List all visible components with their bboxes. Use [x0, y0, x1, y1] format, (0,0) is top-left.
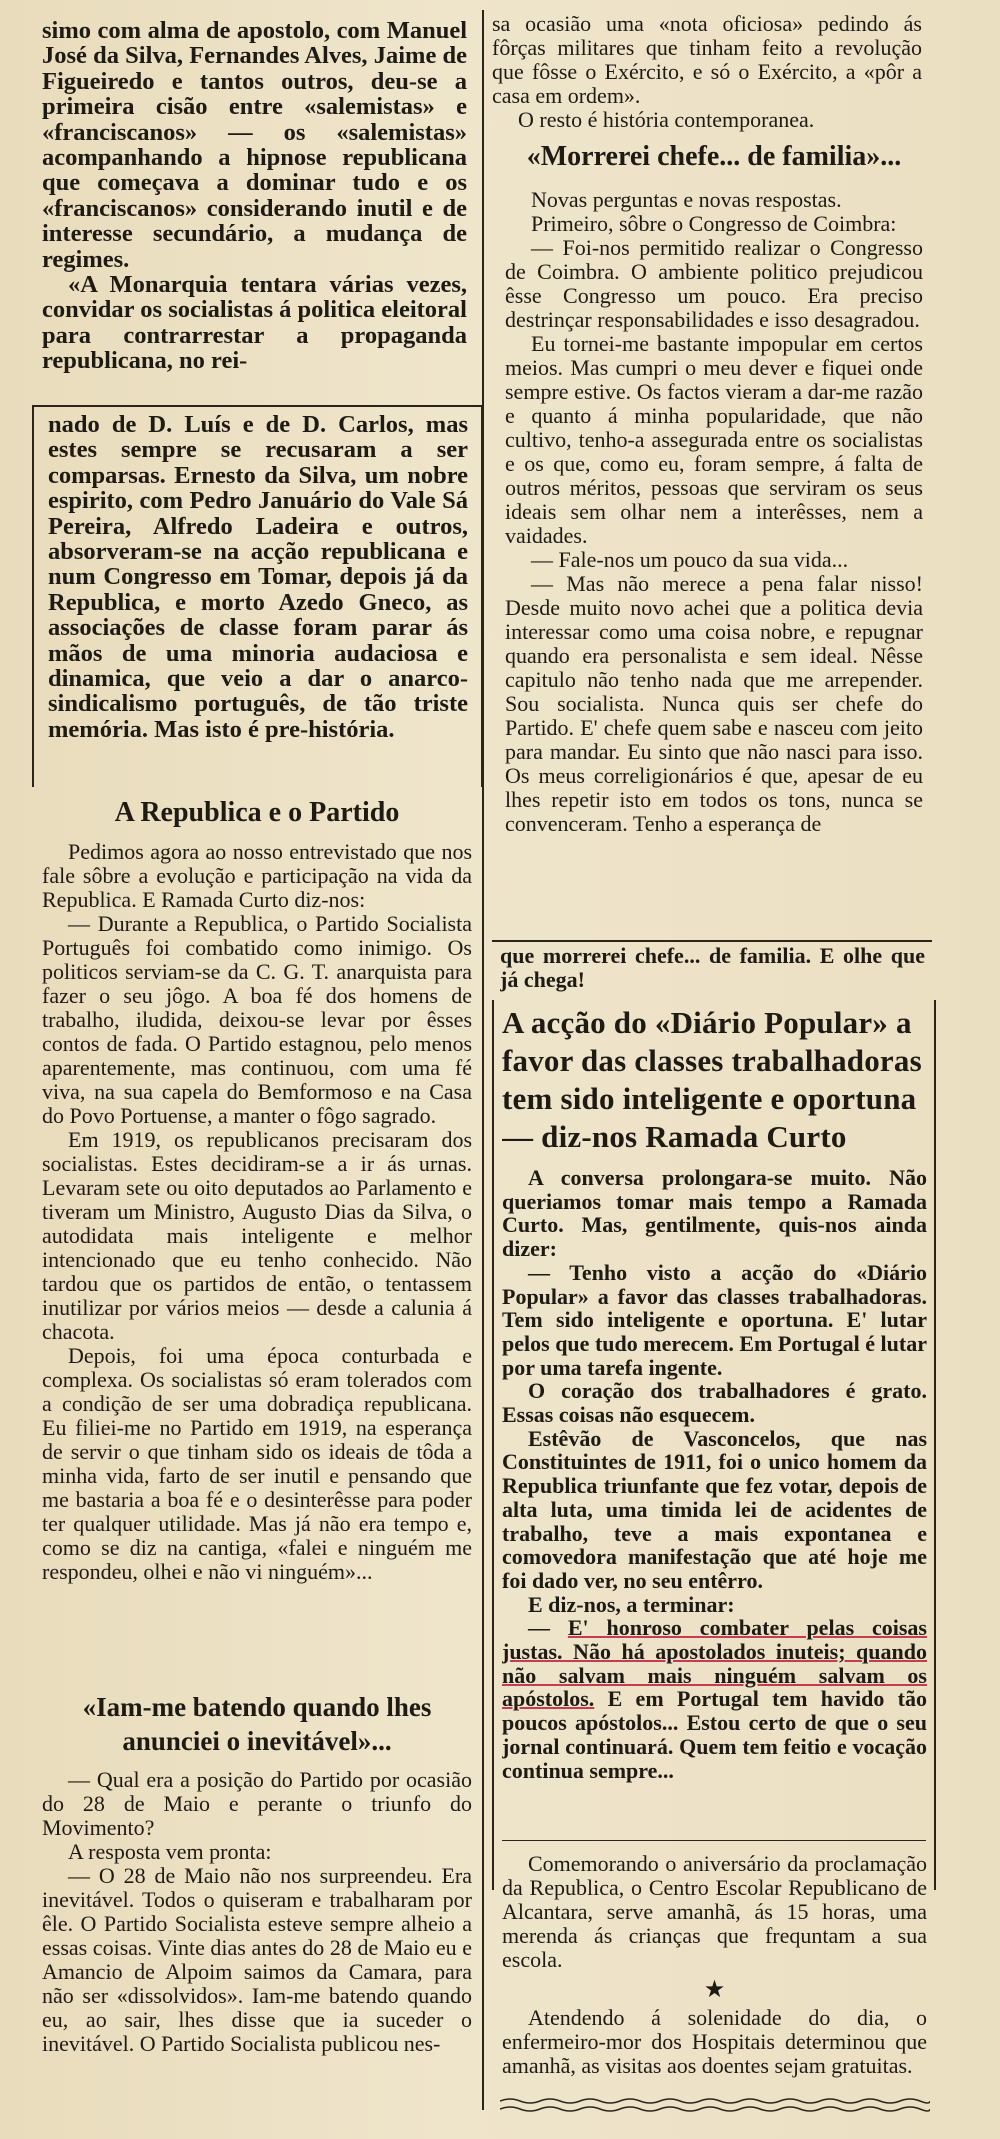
morrerei-para5: — Fale-nos um pouco da sua vida... [531, 547, 849, 572]
heading-morrerei-chefe: «Morrerei chefe... de familia»... [526, 141, 902, 172]
col2-top-para2: O resto é história contemporanea. [518, 107, 815, 132]
star-separator-icon: ★ [703, 1975, 726, 2003]
diario-quote-underlined: E' honroso combater pelas coisas justas. Não há apostolados inuteis; quando não salvam mais ninguém salvam os apóstolos. [502, 1615, 927, 1712]
diario-para6-dash: — [528, 1615, 568, 1641]
diario-para1: A conversa prolongara-se muito. Não queriamos tomar mais tempo a Ramada Curto. Mas, gentilmente, quis-nos ainda dizer: [502, 1165, 927, 1262]
col2-morrerei-end [500, 944, 925, 998]
col1-section-republica [42, 792, 472, 1672]
heading-iam-me-batendo: «Iam-me batendo quando lhes anunciei o inevitável»... [82, 1692, 432, 1756]
diario-para2: — Tenho visto a acção do «Diário Popular» a favor das classes trabalhadoras. Tem sido inteligente e oportuna. E' lutar pelos que tudo merecem. Em Portugal é lutar por uma tarefa ingente. [502, 1259, 927, 1380]
republica-para2: — Durante a Republica, o Partido Socialista Português foi combatido como inimigo. Os politicos serviam-se da C. G. T. anarquista para fazer o seu jôgo. A boa fé dos homens de trabalho, iludida, deixou-se levar por êsses contos de fada. O Partido estagnou, pelo menos aparentemente, mas continuou, com uma fé viva, na sua capela do Bemformoso e na Casa do Povo Portuense, a manter o fôgo sagrado. [42, 911, 472, 1128]
republica-para1: Pedimos agora ao nosso entrevistado que nos fale sôbre a evolução e participação na vida da Republica. E Ramada Curto diz-nos: [42, 839, 472, 912]
col1-top [42, 18, 467, 400]
notes-separator [502, 1840, 926, 1841]
column-divider [482, 10, 484, 2110]
col2-notes [502, 1852, 927, 2092]
note-centro-escolar: Comemorando o aniversário da proclamação da Republica, o Centro Escolar Republicano de Alcantara, serve amanhã, ás 15 horas, uma merenda ás crianças que frequntam a sua escola. [502, 1852, 927, 1972]
col2-top-para1: sa ocasião uma «nota oficiosa» pedindo ás fôrças militares que tinham feito a revolução que fôsse o Exército, e só o Exército, a «pôr a casa em ordem». [492, 12, 922, 108]
inevitavel-para1: — Qual era a posição do Partido por ocasião do 28 de Maio e perante o triunfo do Movimento? [42, 1767, 472, 1840]
diario-para6-rest: E em Portugal tem havido tão poucos apóstolos... Estou certo de que o seu jornal continuará. Quem tem feitio e vocação continua sempre... [502, 1686, 927, 1783]
morrerei-para2: Primeiro, sôbre o Congresso de Coimbra: [531, 211, 897, 236]
republica-para4: Depois, foi uma época conturbada e complexa. Os socialistas só eram tolerados com a condição de ser uma dobradiça republicana. Eu filiei-me no Partido em 1919, na esperança de servir o que tinham sido os ideais de tôda a minha vida, farto de ser inutil e pensando que me bastaria a boa fé e o desinterêsse para poder ter qualquer utilidade. Mas já não era tempo e, como se diz na cantiga, «falei e ninguém me respondeu, olhei e não vi ninguém»... [42, 1343, 472, 1584]
col1-section-inevitavel [42, 1690, 472, 2130]
inevitavel-para3: — O 28 de Maio não nos surpreendeu. Era inevitável. Todos o quiseram e trabalharam por êle. O Partido Socialista esteve sempre alheio a essas coisas. Vinte dias antes do 28 de Maio eu e Amancio de Alpoim saimos da Camara, para não ser «dissolvidos». Iam-me batendo quando eu, ao sair, lhes disse que ia suceder o inevitável. O Partido Socialista publicou nes- [42, 1863, 472, 2056]
col1-box-para1: nado de D. Luís e de D. Carlos, mas estes sempre se recusaram a ser comparsas. Ernesto da Silva, um nobre espirito, com Pedro Januário do Vale Sá Pereira, Alfredo Ladeira e outros, absorveram-se na acção republicana e num Congresso em Tomar, depois já da Republica, e morto Azedo Gneco, as associações de classe foram parar ás mãos de uma minoria audaciosa e dinamica, que veio a dar o anarco-sindicalismo português, de tão triste memória. Mas isto é pre-história. [48, 412, 468, 743]
republica-para3: Em 1919, os republicanos precisaram dos socialistas. Estes decidiram-se a ir ás urnas. Levaram sete ou oito deputados ao Parlamento e tiveram um Ministro, Augusto Dias da Silva, o autodidata mais inteligente e melhor intencionado que eu tenho conhecido. Não tardou que os partidos de então, o tentassem inutilizar por vários meios — desde a calunia á chacota. [42, 1127, 472, 1344]
diario-para4: Estêvão de Vasconcelos, que nas Constituintes de 1911, foi o unico homem da Republica triunfante que fez votar, depois de alta luta, uma timida lei de acidentes de trabalho, teve a mais expontanea e comovedora manifestação que até hoje me foi dado ver, no seu entêrro. [502, 1425, 927, 1593]
col1-top-para2: «A Monarquia tentara várias vezes, convidar os socialistas á politica eleitoral para contrarrestar a propaganda republicana, no rei- [42, 271, 467, 375]
wavy-rule-ornament [500, 2095, 930, 2117]
morrerei-para1: Novas perguntas e novas respostas. [531, 187, 842, 212]
morrerei-para6: — Mas não merece a pena falar nisso! Desde muito novo achei que a politica devia interessar como uma coisa nobre, e repugnar quando era personalista e sem ideal. Nêsse capitulo não tenho nada que me arrepender. Sou socialista. Nunca quis ser chefe do Partido. E' chefe quem sabe e nasceu com jeito para mandar. Eu sinto que não nasci para isso. Os meus correligionários é que, apesar de eu lhes repetir isto em todos os tons, nunca se convenceram. Tenho a esperança de [505, 571, 923, 836]
heading-diario-popular: A acção do «Diário Popular» a favor das classes trabalhadoras tem sido inteligente e oportuna — diz-nos Ramada Curto [502, 1005, 922, 1154]
note-hospitais: Atendendo á solenidade do dia, o enfermeiro-mor dos Hospitais determinou que amanhã, as visitas aos doentes sejam gratuitas. [502, 2005, 927, 2078]
morrerei-para7: que morrerei chefe... de familia. E olhe que já chega! [500, 944, 925, 992]
diario-para6 [502, 1616, 927, 1782]
col1-box-top-rule [32, 405, 483, 407]
heading-republica-partido: A Republica e o Partido [114, 797, 400, 828]
inevitavel-para2: A resposta vem pronta: [68, 1839, 272, 1864]
diario-para3: O coração dos trabalhadores é grato. Essas coisas não esquecem. [502, 1378, 927, 1428]
col1-top-para1: simo com alma de apostolo, com Manuel José da Silva, Fernandes Alves, Jaime de Figueiredo e tantos outros, deu-se a primeira cisão entre «salemistas» e «franciscanos» — os «salemistas» acompanhando a hipnose republicana que começava a dominar tudo e os «franciscanos» considerando inutil e de interesse secundário, a mudança de regimes. [42, 18, 467, 273]
morrerei-para4: Eu tornei-me bastante impopular em certos meios. Mas cumpri o meu dever e fiquei onde sempre estive. Os factos vieram a dar-me razão e quanto á minha popularidade, que não cultivo, tenho-a assegurada entre os socialistas e os que, como eu, foram sempre, á falta de outros méritos, pessoas que serviram os seus ideais sem olhar nem a interêsses, nem a vaidades. [505, 331, 923, 548]
col1-box-content [48, 412, 468, 787]
diario-para5: E diz-nos, a terminar: [528, 1591, 735, 1617]
col2-break-rule [492, 940, 932, 942]
morrerei-para3: — Foi-nos permitido realizar o Congresso de Coimbra. O ambiente politico prejudicou êsse Congresso um pouco. Era preciso destrinçar responsabilidades e isso desagradou. [505, 235, 923, 332]
col2-section-diario [502, 1004, 927, 1834]
col2-section-morrerei [505, 140, 923, 940]
col2-top [492, 12, 922, 132]
